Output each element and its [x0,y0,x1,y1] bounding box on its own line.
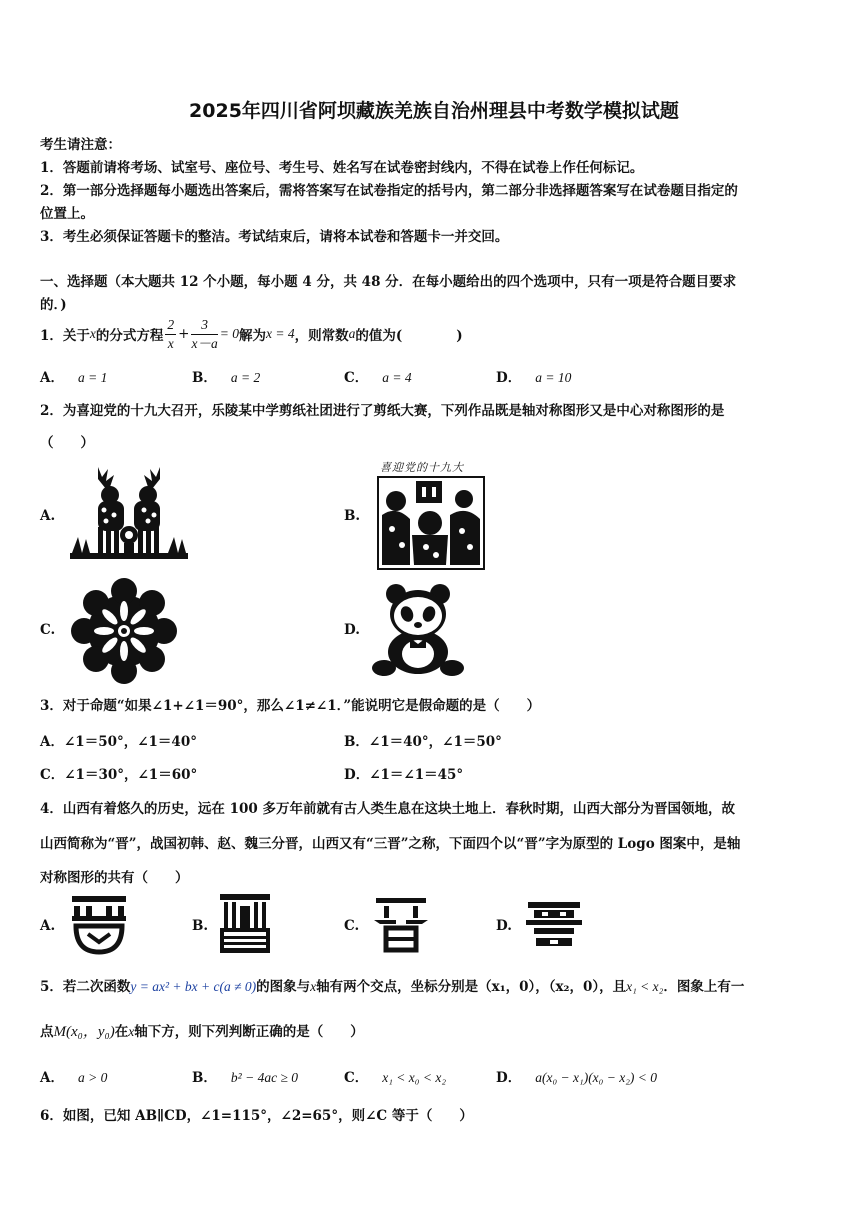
q1-option-d [496,366,571,386]
q1-prefix: 1．关于 [40,328,90,344]
q4-option-c-label: C. [344,918,360,934]
q1-tail: ，则常数 [294,328,349,344]
q5-tail: ．图象上有一 [663,979,745,995]
question-2: 2．为喜迎党的十九大召开，乐陵某中学剪纸社团进行了剪纸大赛，下列作品既是轴对称图形又是中心对称图形的是 [40,403,725,419]
q5-condition: x₁ < x₂ [626,979,664,994]
q1-frac2-den: x－a [191,335,218,351]
q5-point: M(x₀，y₀) [53,1024,115,1040]
option-value: a > 0 [77,1070,108,1085]
q1-plus: + [178,326,190,342]
q3-option-d [344,763,463,783]
q1-fraction-1 [165,316,176,353]
option-label: A． [40,734,64,750]
jin-logo-d-image [524,900,584,950]
q1-sol: x = 4 [265,326,295,341]
party-congress-papercut-image [376,459,486,571]
q1-a: a [348,326,356,341]
q1-frac1-num: 2 [165,316,176,335]
q2-option-a-label: A. [40,508,56,524]
q4-option-d-label: D. [496,918,512,934]
question-5-cont [40,1020,364,1041]
q2-option-b-label: B. [344,508,361,524]
option-value: a = 4 [382,370,412,385]
q2-option-d-label: D. [344,622,360,638]
question-6: 6．如图，已知 AB∥CD，∠1=115°，∠2=65°，则∠C 等于（ ） [40,1108,473,1124]
question-4-cont-1: 山西简称为“晋”，战国初韩、赵、魏三分晋，山西又有“三晋”之称，下面四个以“晋”字为原型的 Logo 图案中，是轴 [40,836,741,852]
page-title: 2025年四川省阿坝藏族羌族自治州理县中考数学模拟试题 [189,100,679,122]
option-label: C． [40,767,65,783]
q5-option-b [192,1066,298,1086]
q1-option-b [192,366,260,386]
q4-option-a-label: A. [40,918,56,934]
option-value: b² − 4ac ≥ 0 [230,1070,298,1085]
option-value: ∠1＝40°，∠1＝50° [368,734,502,750]
q1-option-a [40,366,107,386]
q5-function: y = ax² + bx + c(a ≠ 0) [130,979,257,994]
option-value: a = 2 [230,370,261,385]
q5-option-c [344,1066,446,1086]
q3-option-c [40,763,197,783]
q1-mid: 的分式方程 [95,328,164,344]
q4-option-b-label: B. [192,918,209,934]
option-value: x₁ < x₀ < x₂ [382,1070,447,1085]
q5-rest: 轴有两个交点，坐标分别是（x₁，0），（x₂，0），且 [316,979,627,995]
notice-item-2: 2．第一部分选择题每小题选出答案后，需将答案写在试卷指定的括号内，第二部分非选择题答案写在试卷题目指定的 [40,183,738,199]
q5-mid: 的图象与 [256,979,311,995]
q5-line2-mid: 在 [114,1024,129,1040]
notice-item-1: 1．答题前请将考场、试室号、座位号、考生号、姓名写在试卷密封线内，不得在试卷上作任何标记。 [40,160,644,176]
q5-prefix: 5．若二次函数 [40,979,131,995]
q1-fraction-2 [191,316,217,353]
jin-logo-a-image [68,892,130,956]
q1-option-c [344,366,412,386]
q1-eq: = 0 [219,326,239,341]
section-heading: 一、选择题（本大题共 12 个小题，每小题 4 分，共 48 分．在每小题给出的四个选项中，只有一项是符合题目要求 [40,274,737,290]
q5-x-2: x [128,1024,135,1039]
option-value: a = 10 [535,370,572,385]
option-value: ∠1＝30°，∠1＝60° [64,767,198,783]
q3-option-a [40,730,197,750]
q1-sol-text: 解为 [238,328,266,344]
flower-papercut-image [70,578,178,684]
notice-item-2-cont: 位置上。 [40,206,94,222]
option-label: A． [40,1070,64,1086]
panda-papercut-image [372,582,464,678]
option-value: a(x₀ − x₁)(x₀ − x₂) < 0 [535,1070,658,1085]
q1-end: 的值为( ) [355,328,463,344]
option-label: C． [344,370,369,386]
option-label: C． [344,1070,369,1086]
q1-frac1-den: x [167,335,174,351]
q5-line2-rest: 轴下方，则下列判断正确的是（ ） [134,1024,364,1040]
option-label: B． [192,1070,217,1086]
option-value: a = 1 [77,370,108,385]
q5-line2-prefix: 点 [40,1024,54,1040]
option-label: D． [496,1070,522,1086]
question-5 [40,975,744,995]
question-1 [40,314,463,354]
option-label: D． [344,767,370,783]
q2-option-c-label: C. [40,622,56,638]
option-value: ∠1＝50°，∠1＝40° [63,734,197,750]
question-3: 3．对于命题“如果∠1+∠1＝90°，那么∠1≠∠1．”能说明它是假命题的是（ ） [40,698,541,714]
option-label: B． [344,734,369,750]
question-2-cont: （ ） [40,435,94,451]
option-value: ∠1＝∠1＝45° [369,767,464,783]
notice-heading: 考生请注意： [40,137,121,153]
jin-logo-b-image [216,892,274,954]
papercut-caption: 喜迎党的十九大 [380,461,464,474]
option-label: D． [496,370,522,386]
question-4: 4．山西有着悠久的历史，远在 100 多万年前就有古人类生息在这块土地上．春秋时期，山西大部分为晋国领地，故 [40,801,735,817]
q5-option-d [496,1066,657,1086]
option-label: A． [40,370,64,386]
q5-x: x [310,979,317,994]
q1-x: x [89,326,96,341]
q3-option-b [344,730,502,750]
jin-logo-c-image [372,896,430,954]
notice-item-3: 3．考生必须保证答题卡的整洁。考试结束后，请将本试卷和答题卡一并交回。 [40,229,509,245]
question-4-cont-2: 对称图形的共有（ ） [40,870,189,886]
deer-papercut-image [68,465,190,565]
option-label: B． [192,370,217,386]
q1-frac2-num: 3 [191,316,217,335]
q5-option-a [40,1066,107,1086]
section-heading-cont: 的．) [40,297,67,313]
